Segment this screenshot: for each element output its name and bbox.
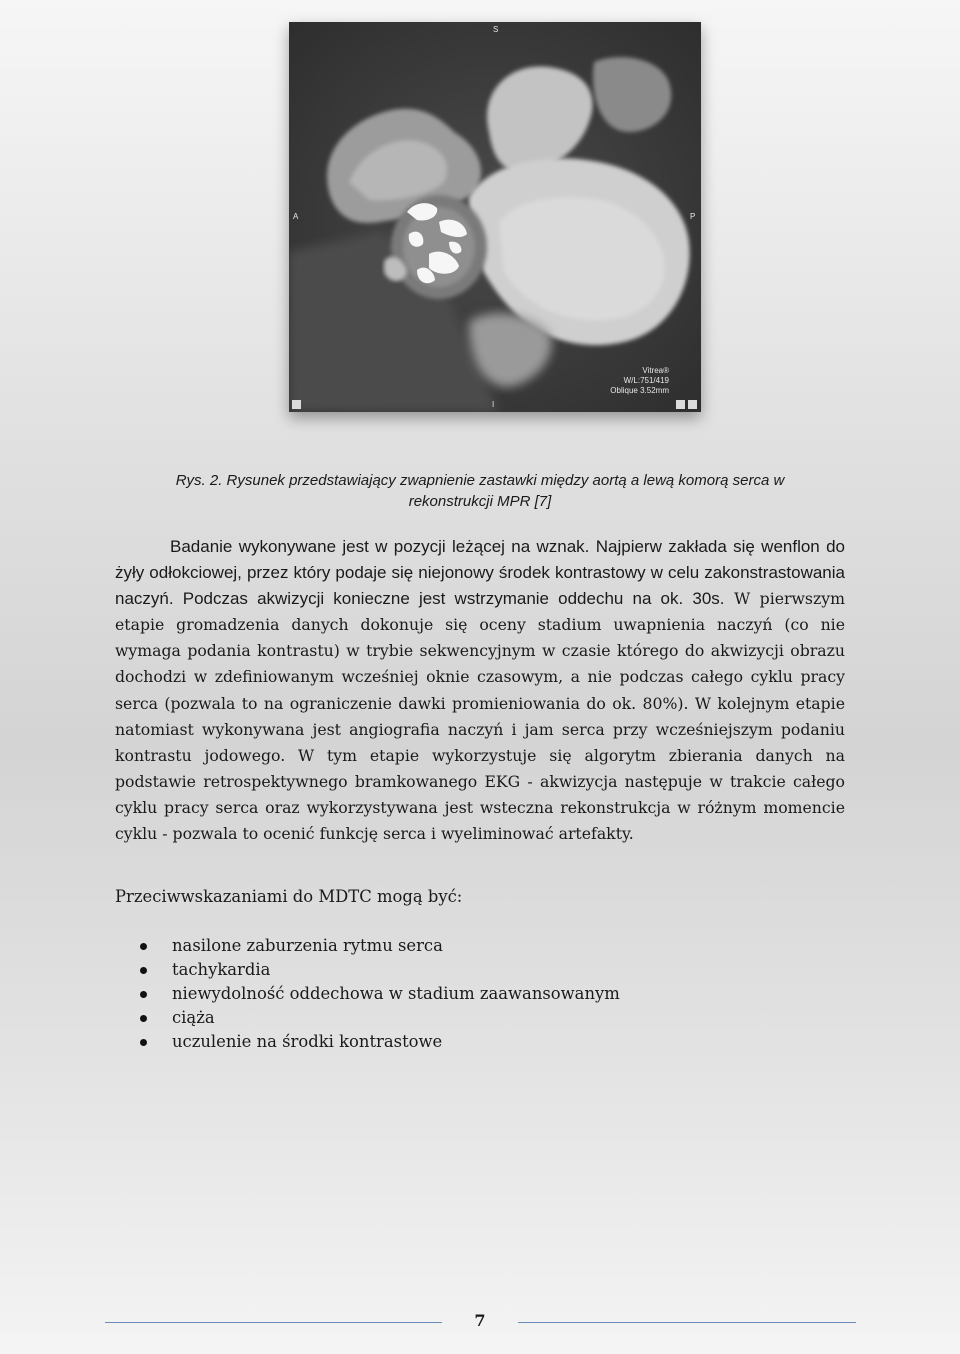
contraindications-heading: Przeciwwskazaniami do MDTC mogą być: [115,887,463,906]
bullet-icon [140,967,147,974]
figure-caption [100,470,860,512]
scan-vendor-label: Vitrea® [642,366,669,375]
list-item: niewydolność oddechowa w stadium zaawansowanym [140,982,620,1006]
footer-divider-left [105,1322,442,1323]
scan-window-level: W/L:751/419 [623,376,669,385]
scan-marker-left: A [293,212,299,221]
scan-marker-bottom: I [492,400,495,409]
body-paragraph [115,534,845,847]
figure-caption-line2: rekonstrukcji MPR [7] [408,493,552,510]
list-item: nasilone zaburzenia rytmu serca [140,934,620,958]
figure-caption-line1: Rys. 2. Rysunek przedstawiający zwapnienie zastawki między aortą a lewą komorą serca w [175,472,785,489]
bullet-icon [140,991,147,998]
contraindications-list [140,934,620,1054]
list-item: ciąża [140,1006,620,1030]
scan-marker-top: S [493,25,499,34]
bullet-icon [140,943,147,950]
list-item: tachykardia [140,958,620,982]
body-paragraph-part1: Badanie wykonywane jest w pozycji leżącej na wznak. Najpierw zakłada się wenflon do żyły odłokciowej, przez który podaje się niejonowy środek kontrastowy w celu zakonstrastowania naczyń. Podczas akwizycji konieczne jest wstrzymanie oddechu na ok. 30s. [115,537,845,609]
scan-marker-right: P [690,212,696,221]
scan-slice-label: Oblique 3.52mm [610,386,669,395]
scan-edit-icon [688,400,697,409]
ct-scan-image [289,22,701,412]
footer-divider-right [518,1322,856,1323]
scan-reset-icon [676,400,685,409]
ct-scan-drawing [289,22,701,412]
list-item: uczulenie na środki kontrastowe [140,1030,620,1054]
body-paragraph-part2: W pierwszym etapie gromadzenia danych dokonuje się oceny stadium uwapnienia naczyń (co nie wymaga podania kontrastu) w trybie sekwencyjnym w czasie którego do akwizycji obrazu dochodzi w zdefiniowanym wcześniej oknie czasowym, a nie podczas całego cyklu pracy serca (pozwala to na ograniczenie dawki promieniowania do ok. 80%). W kolejnym etapie natomiast wykonywana jest angiografia naczyń i jam serca przy wcześniejszym podaniu kontrastu jodowego. W tym etapie wykorzystuje się algorytm zbierania danych na podstawie retrospektywnego bramkowanego EKG - akwizycja następuje w trakcie całego cyklu pracy serca oraz wykorzystywana jest wsteczna rekonstrukcja w różnym momencie cyklu - pozwala to ocenić funkcję serca i wyeliminować artefakty. [115,589,845,844]
bullet-icon [140,1039,147,1046]
scan-corner-icon-left [292,400,301,409]
bullet-icon [140,1015,147,1022]
page-number: 7 [474,1311,486,1330]
